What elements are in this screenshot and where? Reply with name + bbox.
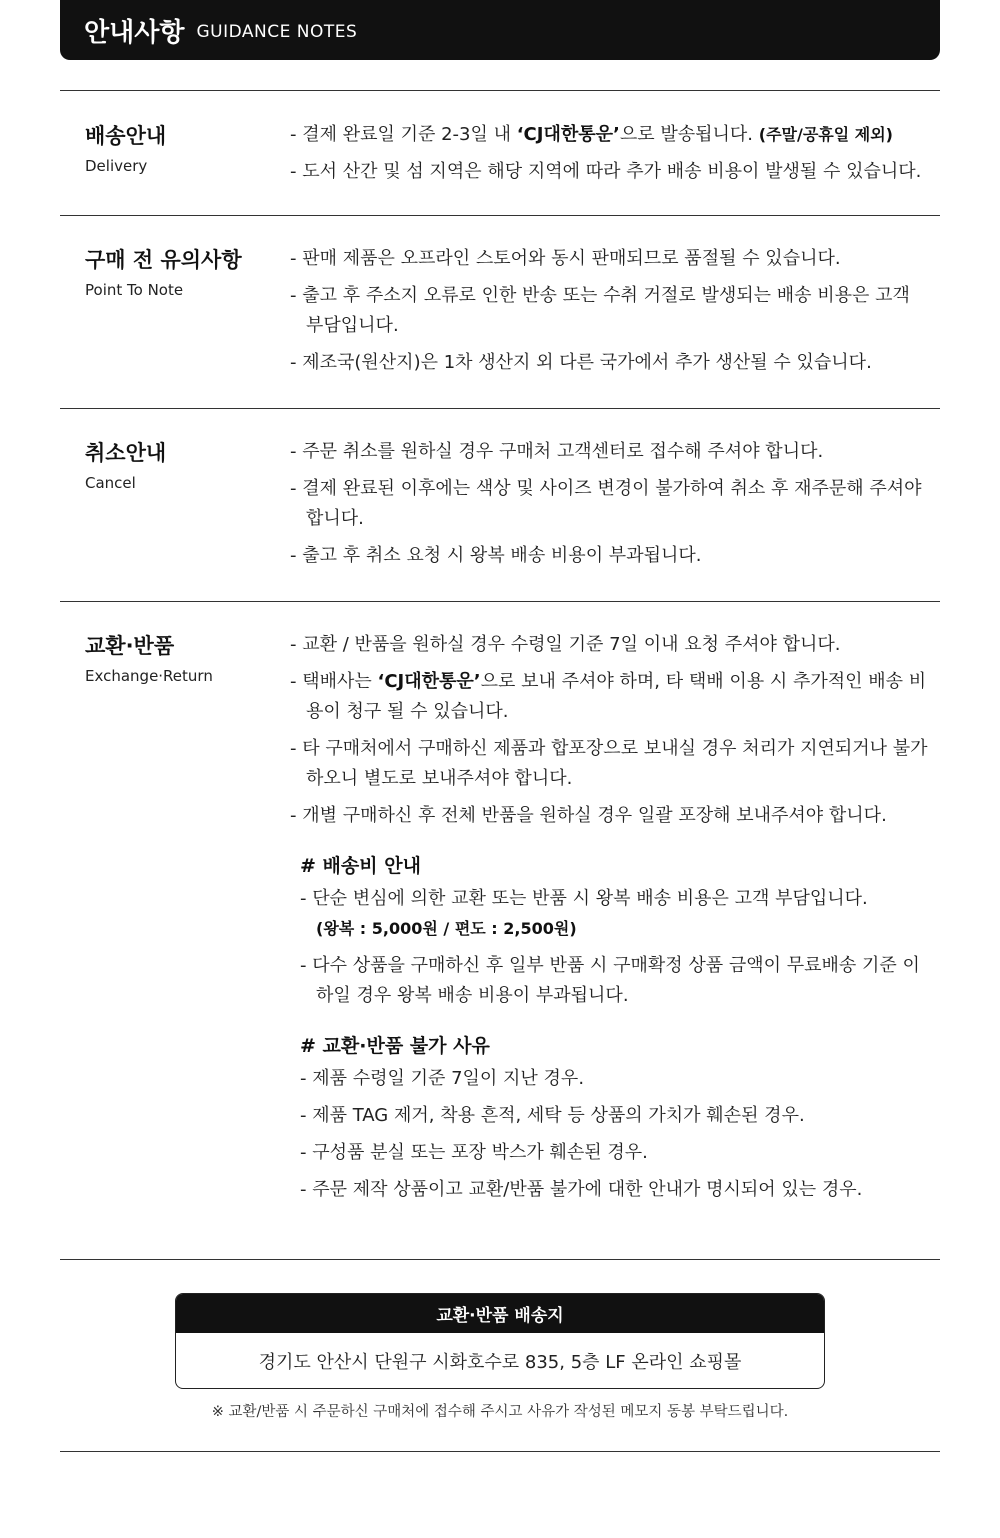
divider [60,1451,940,1452]
list-item: - 제조국(원산지)은 1차 생산지 외 다른 국가에서 추가 생산될 수 있습니다. [290,352,872,373]
not-allowed-block [300,1031,930,1205]
divider [60,601,940,602]
list-item: - 다수 상품을 구매하신 후 일부 반품 시 구매확정 상품 금액이 무료배송 기준 이하일 경우 왕복 배송 비용이 부과됩니다. [300,955,920,1006]
list-item: - 제품 수령일 기준 7일이 지난 경우. [300,1068,585,1089]
return-address: 경기도 안산시 단원구 시화호수로 835, 5층 LF 온라인 쇼핑몰 [258,1351,742,1373]
section-subtitle: Point To Note [85,281,184,299]
list-item: - 제품 TAG 제거, 착용 흔적, 세탁 등 상품의 가치가 훼손된 경우. [300,1105,805,1126]
return-address-title: 교환·반품 배송지 [176,1294,824,1333]
divider [60,1259,940,1260]
list-item: - 출고 후 취소 요청 시 왕복 배송 비용이 부과됩니다. [290,545,702,566]
list-item: - 주문 취소를 원하실 경우 구매처 고객센터로 접수해 주셔야 합니다. [290,441,824,462]
section-title: 배송안내 [85,124,167,148]
divider [60,215,940,216]
shipping-fee-block [300,851,930,1011]
list-item: - 구성품 분실 또는 포장 박스가 훼손된 경우. [300,1142,648,1163]
list-item: - 주문 제작 상품이고 교환/반품 불가에 대한 안내가 명시되어 있는 경우. [300,1179,863,1200]
divider [60,408,940,409]
section-subtitle: Exchange·Return [85,667,213,685]
list-item: - 결제 완료일 기준 2-3일 내 ‘CJ대한통운’으로 발송됩니다. (주말/공휴일 제외) [290,124,893,145]
section-subtitle: Delivery [85,157,148,175]
return-note: ※ 교환/반품 시 주문하신 구매처에 접수해 주시고 사유가 작성된 메모지 동봉 부탁드립니다. [211,1404,789,1420]
header-title-en: GUIDANCE NOTES [196,22,358,42]
section-subtitle: Cancel [85,474,136,492]
list-item: - 출고 후 주소지 오류로 인한 반송 또는 수취 거절로 발생되는 배송 비용은 고객 부담입니다. [290,285,910,336]
list-item: - 택배사는 ‘CJ대한통운’으로 보내 주셔야 하며, 타 택배 이용 시 추가적인 배송 비용이 청구 될 수 있습니다. [290,671,927,722]
list-item: - 타 구매처에서 구매하신 제품과 합포장으로 보내실 경우 처리가 지연되거나 불가하오니 별도로 보내주셔야 합니다. [290,738,928,789]
shipping-fee-heading: # 배송비 안내 [300,855,421,877]
header-title-ko: 안내사항 [84,17,185,48]
list-item: - 단순 변심에 의한 교환 또는 반품 시 왕복 배송 비용은 고객 부담입니다. (왕복 : 5,000원 / 편도 : 2,500원) [300,888,868,938]
divider [60,90,940,91]
section-title: 구매 전 유의사항 [85,248,242,272]
guidance-header [60,0,940,60]
return-address-box [175,1293,825,1389]
list-item: - 판매 제품은 오프라인 스토어와 동시 판매되므로 품절될 수 있습니다. [290,248,841,269]
section-title: 취소안내 [85,441,167,465]
not-allowed-heading: # 교환·반품 불가 사유 [300,1035,490,1057]
list-item: - 결제 완료된 이후에는 색상 및 사이즈 변경이 불가하여 취소 후 재주문해 주셔야 합니다. [290,478,922,529]
list-item: - 개별 구매하신 후 전체 반품을 원하실 경우 일괄 포장해 보내주셔야 합니다. [290,805,887,826]
list-item: - 도서 산간 및 섬 지역은 해당 지역에 따라 추가 배송 비용이 발생될 수 있습니다. [290,161,922,182]
section-title: 교환·반품 [85,634,175,658]
list-item: - 교환 / 반품을 원하실 경우 수령일 기준 7일 이내 요청 주셔야 합니다. [290,634,841,655]
